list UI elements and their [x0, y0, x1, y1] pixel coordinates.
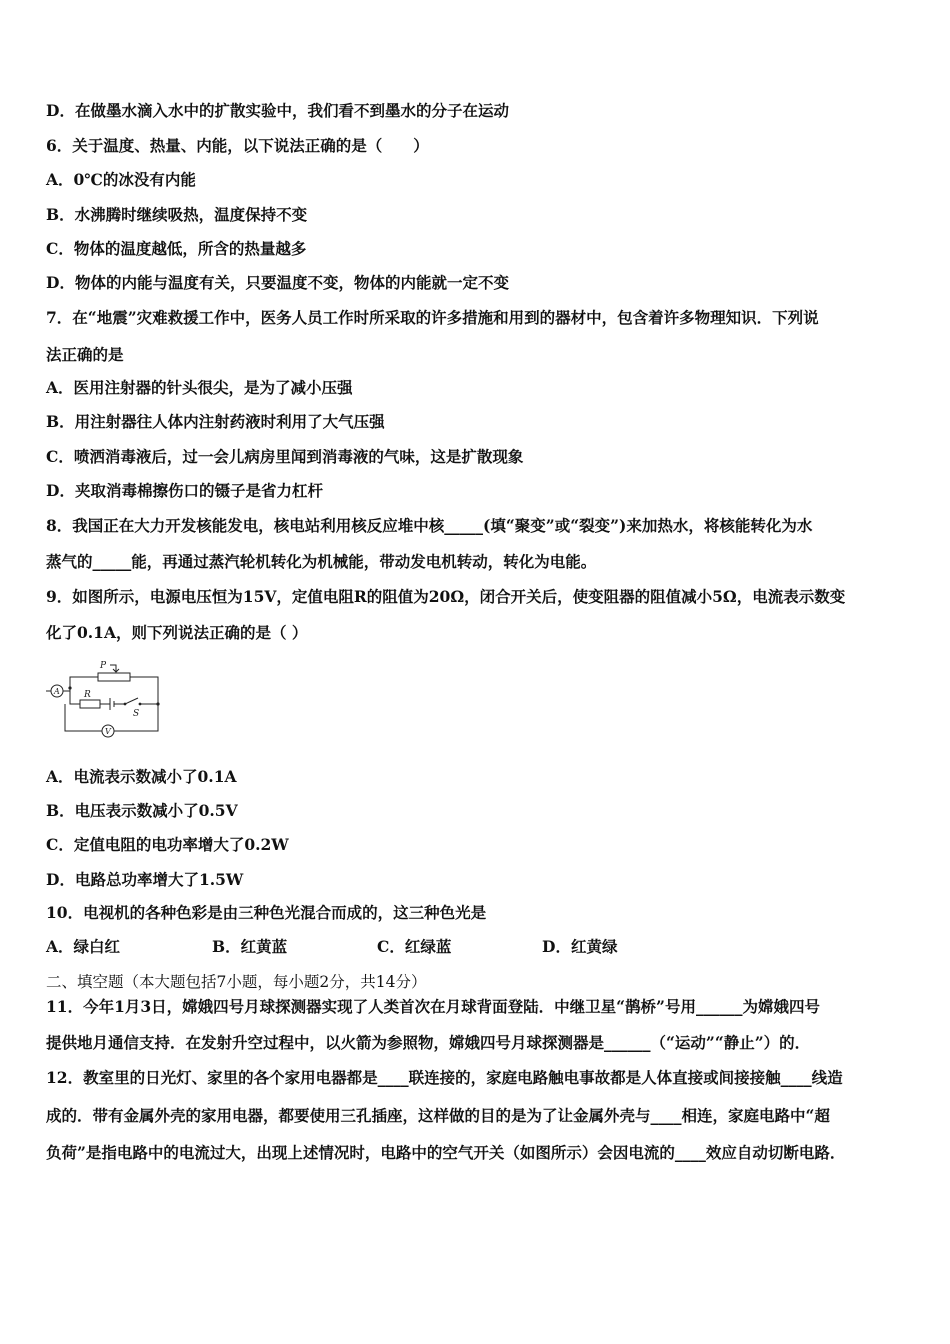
q11-line1: 11．今年1月3日，嫦娥四号月球探测器实现了人类首次在月球背面登陆．中继卫星“鹊桥”号用______为嫦娥四号	[46, 997, 820, 1016]
q12-line1: 12．教室里的日光灯、家里的各个家用电器都是____联连接的，家庭电路触电事故都是人体直接或间接接触____线造	[46, 1068, 843, 1087]
q10-option-c: C．红绿蓝	[377, 937, 452, 956]
q11-line2: 提供地月通信支持．在发射升空过程中，以火箭为参照物，嫦娥四号月球探测器是______（“运动”“静止”）的．	[46, 1033, 811, 1052]
q8-line1: 8．我国正在大力开发核能发电，核电站利用核反应堆中核_____(填“聚变”或“裂变”)来加热水，将核能转化为水	[46, 516, 813, 535]
q7-stem-line1: 7．在“地震”灾难救援工作中，医务人员工作时所采取的许多措施和用到的器材中，包含着许多物理知识．下列说	[46, 308, 819, 327]
label-s: S	[133, 709, 140, 719]
q10-stem: 10．电视机的各种色彩是由三种色光混合而成的，这三种色光是	[46, 903, 487, 922]
q5-option-d: D．在做墨水滴入水中的扩散实验中，我们看不到墨水的分子在运动	[46, 101, 509, 120]
q7-option-b: B．用注射器往人体内注射药液时利用了大气压强	[46, 412, 385, 431]
q6-stem: 6．关于温度、热量、内能，以下说法正确的是（ ）	[46, 136, 429, 155]
q12-line3: 负荷”是指电路中的电流过大，出现上述情况时，电路中的空气开关（如图所示）会因电流的____效应自动切断电路．	[46, 1143, 846, 1162]
q9-option-d: D．电路总功率增大了1.5W	[46, 870, 244, 889]
q10-option-a: A．绿白红	[46, 937, 121, 956]
q9-stem-line2: 化了0.1A，则下列说法正确的是（ ）	[46, 623, 308, 642]
q6-option-c: C．物体的温度越低，所含的热量越多	[46, 239, 307, 258]
q10-option-b: B．红黄蓝	[212, 937, 288, 956]
q12-line2: 成的．带有金属外壳的家用电器，都要使用三孔插座，这样做的目的是为了让金属外壳与____相连，家庭电路中“超	[46, 1106, 830, 1125]
q6-option-b: B．水沸腾时继续吸热，温度保持不变	[46, 205, 308, 224]
q9-option-c: C．定值电阻的电功率增大了0.2W	[46, 835, 289, 854]
q7-stem-line2: 法正确的是	[46, 345, 124, 364]
q6-option-d: D．物体的内能与温度有关，只要温度不变，物体的内能就一定不变	[46, 273, 509, 292]
q6-option-a: A．0℃的冰没有内能	[46, 170, 196, 189]
q9-stem-line1: 9．如图所示，电源电压恒为15V，定值电阻R的阻值为20Ω，闭合开关后，使变阻器的阻值减小5Ω，电流表示数变	[46, 587, 846, 606]
section-title: 二、填空题（本大题包括7小题，每小题2分，共14分）	[46, 973, 427, 991]
q7-option-d: D．夹取消毒棉擦伤口的镊子是省力杠杆	[46, 481, 323, 500]
q9-option-b: B．电压表示数减小了0.5V	[46, 801, 238, 820]
label-v: V	[105, 727, 111, 736]
q9-option-a: A．电流表示数减小了0.1A	[46, 767, 237, 786]
q8-line2: 蒸气的_____能，再通过蒸汽轮机转化为机械能，带动发电机转动，转化为电能。	[46, 552, 597, 571]
label-p: P	[100, 661, 107, 671]
label-a: A	[54, 687, 60, 696]
q10-option-d: D．红黄绿	[542, 937, 618, 956]
label-r: R	[84, 690, 91, 700]
q7-option-c: C．喷洒消毒液后，过一会儿病房里闻到消毒液的气味，这是扩散现象	[46, 447, 524, 466]
q7-option-a: A．医用注射器的针头很尖，是为了减小压强	[46, 378, 353, 397]
circuit-diagram	[40, 658, 165, 743]
